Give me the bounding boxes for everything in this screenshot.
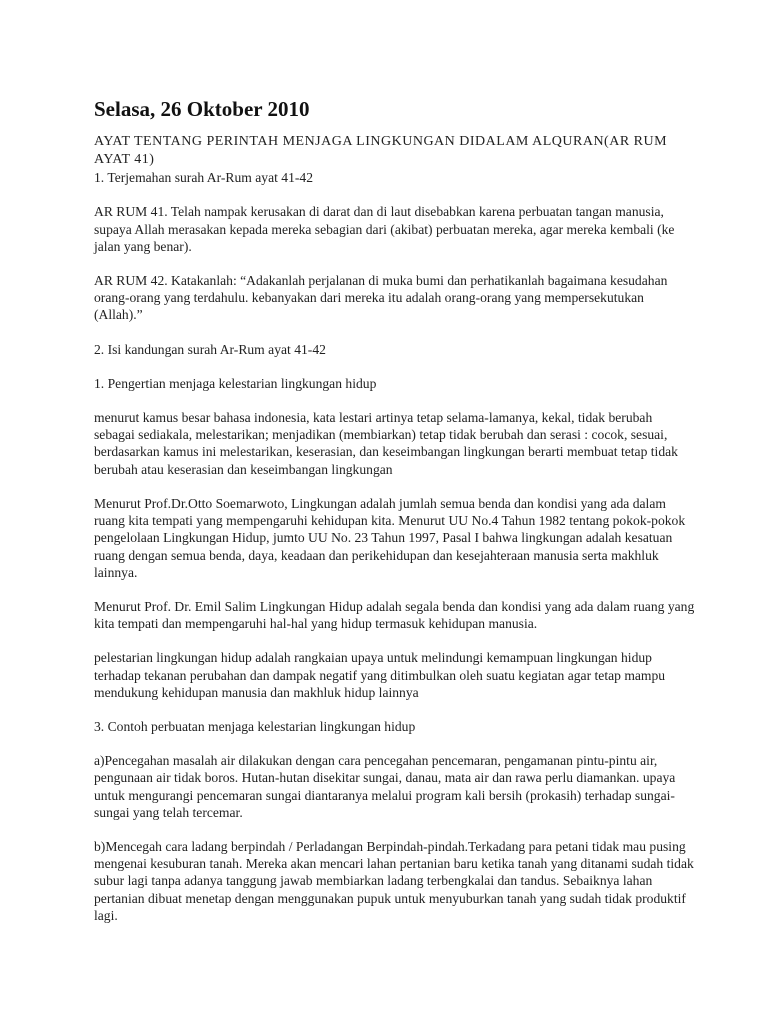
- paragraph-otto-soemarwoto: Menurut Prof.Dr.Otto Soemarwoto, Lingkungan adalah jumlah semua benda dan kondisi yang ada dalam ruang kita tempati yang mempengaruhi kehidupan kita. Menurut UU No.4 Tahun 1982 tentang pokok-pokok pengelolaan Lingkungan Hidup, jumto UU No. 23 Tahun 1997, Pasal I bahwa lingkungan adalah kesatuan ruang dengan semua benda, daya, keadaan dan perikehidupan dan kesejahteraan manusia serta makhluk lainnya.: [94, 495, 686, 580]
- paragraph-pengertian-heading: 1. Pengertian menjaga kelestarian lingkungan hidup: [94, 375, 377, 391]
- paragraph-terjemahan-heading: 1. Terjemahan surah Ar-Rum ayat 41-42: [94, 170, 313, 186]
- paragraph-contoh-a: a)Pencegahan masalah air dilakukan dengan cara pencegahan pencemaran, pengamanan pintu-pintu air, pengunaan air tidak boros. Hutan-hutan disekitar sungai, danau, mata air dan rawa perlu diamankan. upaya untuk mengurangi pencemaran sungai diantaranya melalui program kali bersih (prokasih) terhadap sungai-sungai yang telah tercemar.: [94, 753, 676, 820]
- paragraph-contoh-b: b)Mencegah cara ladang berpindah / Perladangan Berpindah-pindah.Terkadang para petani tidak mau pusing mengenai kesuburan tanah. Mereka akan mencari lahan pertanian baru ketika tanah yang ditanami sudah tidak subur lagi tanpa adanya tanggung jawab membiarkan ladang terbengkalai dan tandus. Sebaiknya lahan pertanian dibuat menetap dengan menggunakan pupuk untuk menyuburkan tanah yang sudah tidak produktif lagi.: [94, 838, 694, 923]
- paragraph-ar-rum-42: AR RUM 42. Katakanlah: “Adakanlah perjalanan di muka bumi dan perhatikanlah bagaimana kesudahan orang-orang yang terdahulu. kebanyakan dari mereka itu adalah orang-orang yang mempersekutukan (Allah).”: [94, 273, 668, 323]
- paragraph-kamus-definition: menurut kamus besar bahasa indonesia, kata lestari artinya tetap selama-lamanya, kekal, tidak berubah sebagai sediakala, melestarikan; menjadikan (membiarkan) tetap tidak berubah dan serasi : cocok, sesuai, berdasarkan kamus ini melestarikan, keserasian, dan keseimbangan lingkungan berarti membuat tetap tidak berubah atau keserasian dan keseimbangan lingkungan: [94, 410, 678, 477]
- article-heading: AYAT TENTANG PERINTAH MENJAGA LINGKUNGAN DIDALAM ALQURAN(AR RUM AYAT 41): [94, 134, 668, 168]
- paragraph-isi-kandungan-heading: 2. Isi kandungan surah Ar-Rum ayat 41-42: [94, 341, 326, 357]
- paragraph-contoh-heading: 3. Contoh perbuatan menjaga kelestarian lingkungan hidup: [94, 718, 416, 734]
- paragraph-emil-salim: Menurut Prof. Dr. Emil Salim Lingkungan Hidup adalah segala benda dan kondisi yang ada dalam ruang yang kita tempati dan mempengaruhi hal-hal yang hidup termasuk kehidupan manusia.: [94, 598, 695, 632]
- paragraph-pelestarian: pelestarian lingkungan hidup adalah rangkaian upaya untuk melindungi kemampuan lingkungan hidup terhadap tekanan perubahan dan dampak negatif yang ditimbulkan oleh suatu kegiatan agar tetap mampu mendukung kehidupan manusia dan makhluk hidup lainnya: [94, 650, 666, 700]
- post-date-title: Selasa, 26 Oktober 2010: [94, 97, 310, 121]
- paragraph-ar-rum-41: AR RUM 41. Telah nampak kerusakan di darat dan di laut disebabkan karena perbuatan tangan manusia, supaya Allah merasakan kepada mereka sebagian dari (akibat) perbuatan mereka, agar mereka kembali (ke jalan yang benar).: [94, 204, 675, 254]
